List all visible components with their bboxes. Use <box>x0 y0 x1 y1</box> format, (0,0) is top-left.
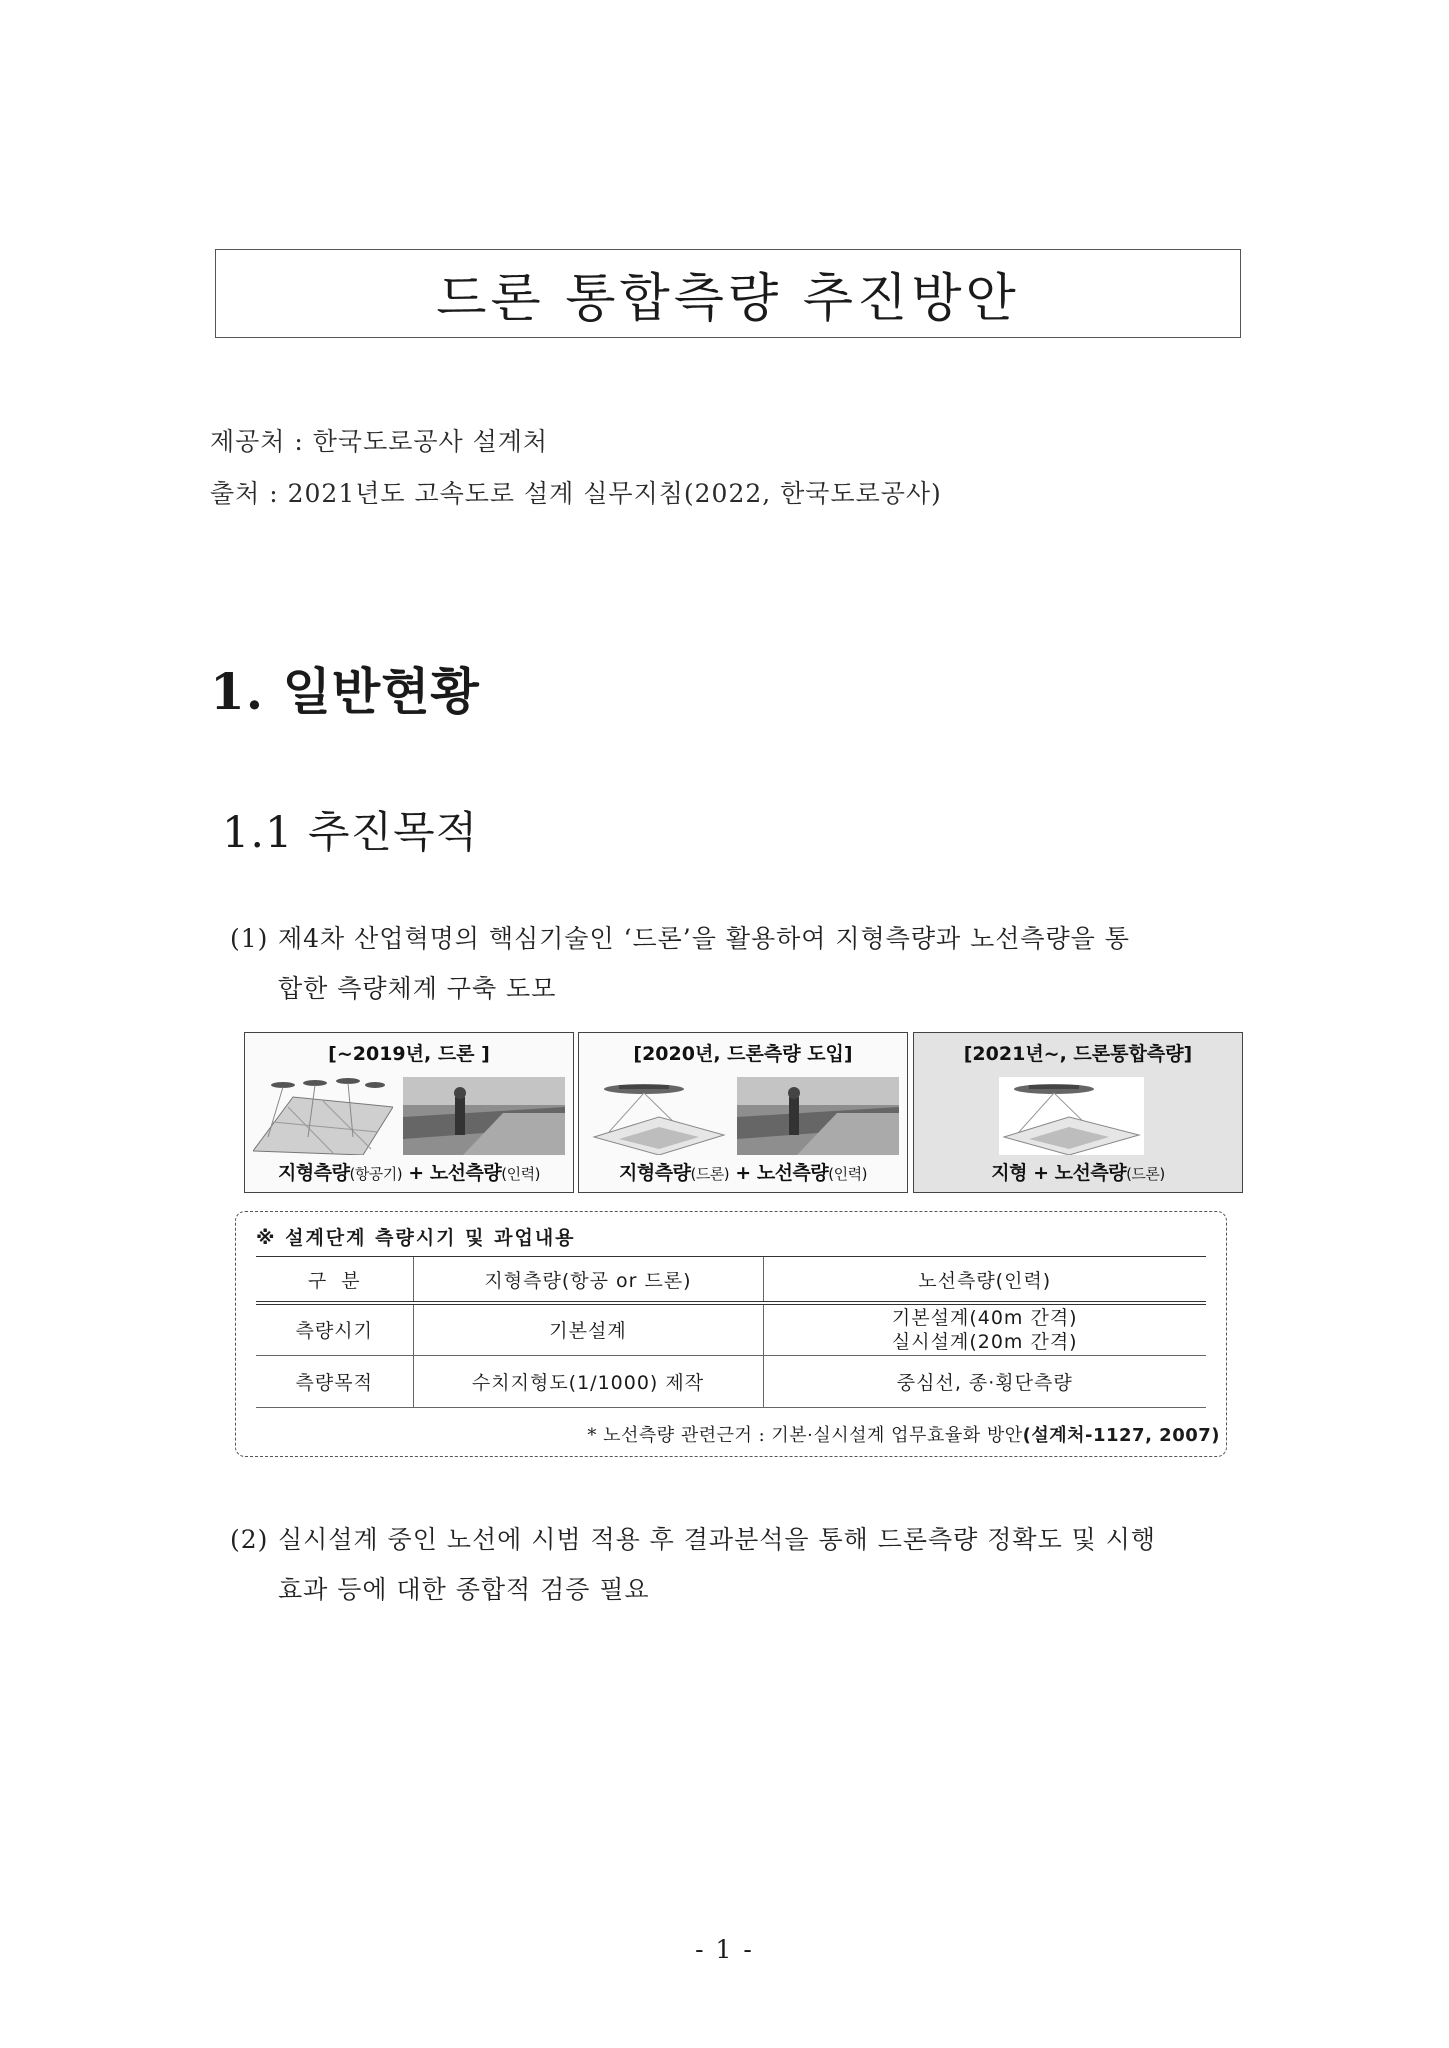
caption-topo-method: (드론) <box>690 1165 730 1183</box>
paragraph-1-line-2: 합한 측량체계 구축 도모 <box>278 974 557 1003</box>
caption-plus: + <box>1033 1162 1049 1184</box>
route-cell: 중심선, 종·횡단측량 <box>763 1355 1206 1407</box>
caption-topo-method: (항공기) <box>349 1165 403 1183</box>
caption-topo: 지형 <box>991 1162 1027 1184</box>
drone-integrated-survey-image <box>999 1077 1144 1155</box>
panel-title: [~2019년, 드론 ] <box>328 1043 490 1065</box>
topo-cell: 수치지형도(1/1000) 제작 <box>413 1355 763 1407</box>
panel-title: [2020년, 드론측량 도입] <box>633 1043 853 1065</box>
table-row <box>256 1303 1206 1355</box>
caption-route: 노선측량 <box>1054 1162 1127 1184</box>
field-survey-photo <box>737 1077 899 1155</box>
page-number: - 1 - <box>695 1935 754 1964</box>
document-title-box <box>215 249 1241 338</box>
paragraph-2-line-2: 효과 등에 대한 종합적 검증 필요 <box>278 1575 650 1604</box>
header-route-survey: 노선측량(인력) <box>763 1257 1206 1304</box>
row-label: 측량목적 <box>256 1355 413 1407</box>
panel-2020 <box>578 1032 908 1193</box>
caption-route-method: (인력) <box>501 1165 540 1183</box>
footnote-reference: (설계처-1127, 2007) <box>1022 1425 1220 1446</box>
section-heading: 1. 일반현황 <box>210 662 480 721</box>
paragraph-1 <box>230 914 1250 1014</box>
header-topo-survey: 지형측량(항공 or 드론) <box>413 1257 763 1304</box>
caption-route: 노선측량 <box>429 1162 502 1184</box>
route-line-1: 기본설계(40m 간격) <box>891 1306 1078 1329</box>
paragraph-1-number: (1) <box>230 924 269 953</box>
paragraph-1-line-1: 제4차 산업혁명의 핵심기술인 ‘드론’을 활용하여 지형측량과 노선측량을 통 <box>278 924 1130 953</box>
provider-line: 제공처 : 한국도로공사 설계처 <box>210 427 549 456</box>
aerial-survey-image <box>253 1077 393 1155</box>
header-category: 구 분 <box>256 1257 413 1304</box>
table-header-row <box>256 1257 1206 1304</box>
field-survey-photo <box>403 1077 565 1155</box>
row-label: 측량시기 <box>256 1303 413 1355</box>
panel-caption <box>579 1158 907 1185</box>
caption-plus: + <box>408 1162 424 1184</box>
table-footnote <box>587 1421 1220 1447</box>
caption-route: 노선측량 <box>756 1162 829 1184</box>
table-row <box>256 1355 1206 1407</box>
panel-2019 <box>244 1032 574 1193</box>
subsection-heading: 1.1 추진목적 <box>222 808 479 858</box>
survey-schedule-box <box>235 1211 1227 1457</box>
panel-2021 <box>913 1032 1243 1193</box>
document-title: 드론 통합측량 추진방안 <box>436 269 1020 329</box>
paragraph-2 <box>230 1515 1250 1615</box>
caption-route-method: (인력) <box>828 1165 867 1183</box>
caption-plus: + <box>735 1162 751 1184</box>
route-line-2: 실시설계(20m 간격) <box>891 1330 1078 1353</box>
panel-title: [2021년~, 드론통합측량] <box>963 1043 1193 1065</box>
paragraph-2-line-1: 실시설계 중인 노선에 시범 적용 후 결과분석을 통해 드론측량 정확도 및 시행 <box>278 1525 1157 1554</box>
panel-caption <box>245 1158 573 1185</box>
footnote-text: * 노선측량 관련근거 : 기본·실시설계 업무효율화 방안 <box>587 1425 1023 1446</box>
caption-topo: 지형측량 <box>619 1162 691 1184</box>
table-note: ※ 설계단계 측량시기 및 과업내용 <box>256 1227 576 1249</box>
survey-schedule-table <box>256 1256 1206 1408</box>
caption-route-method: (드론) <box>1126 1165 1165 1183</box>
caption-topo: 지형측량 <box>278 1162 350 1184</box>
panel-caption <box>914 1158 1242 1185</box>
paragraph-2-number: (2) <box>230 1525 269 1554</box>
topo-cell: 기본설계 <box>413 1303 763 1355</box>
route-cell <box>763 1303 1206 1355</box>
source-line: 출처 : 2021년도 고속도로 설계 실무지침(2022, 한국도로공사) <box>210 479 942 508</box>
drone-survey-image <box>589 1077 729 1155</box>
